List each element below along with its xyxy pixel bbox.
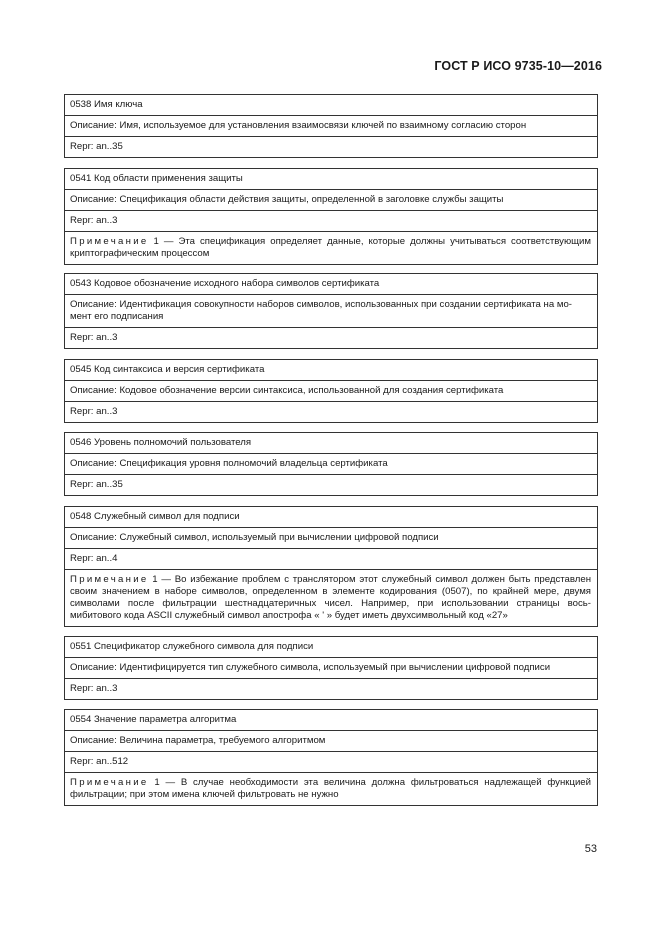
data-element-block-0546 <box>64 432 598 496</box>
page-number: 53 <box>584 843 597 855</box>
element-repr: Repr: an..3 <box>65 210 597 231</box>
element-description: Описание: Кодовое обозначение версии синтаксиса, использованной для создания сертификата <box>65 380 597 401</box>
data-element-block-0538 <box>64 94 598 158</box>
data-element-block-0545 <box>64 359 598 423</box>
element-description: Описание: Спецификация области действия защиты, определенной в заголовке службы защиты <box>65 189 597 210</box>
element-repr: Repr: an..512 <box>65 751 597 772</box>
element-description: Описание: Спецификация уровня полномочий владельца сертификата <box>65 453 597 474</box>
note-label: Примечание <box>70 574 149 585</box>
data-element-block-0543 <box>64 273 598 349</box>
element-repr: Repr: an..4 <box>65 548 597 569</box>
note-label: Примечание <box>70 236 149 247</box>
note-text: 1 — Во избежание проблем с транслятором этот служебный символ должен быть представлен своим значением в наборе символов, определенном в элементе кодирования (0507), по крайней мере, двумя символами после фильтрации шестнадцатеричных чисел. Например, при использовании страницы вось-мибитового кода ASCII служебный символ апострофа « ' » будет иметь двухсимвольный код «27» <box>70 574 591 621</box>
element-note <box>65 231 597 264</box>
element-repr: Repr: an..3 <box>65 327 597 348</box>
document-header: ГОСТ Р ИСО 9735-10—2016 <box>434 59 602 73</box>
element-title: 0541 Код области применения защиты <box>70 173 243 184</box>
data-element-block-0554 <box>64 709 598 806</box>
data-element-block-0541 <box>64 168 598 265</box>
data-element-block-0551 <box>64 636 598 700</box>
data-element-block-0548 <box>64 506 598 627</box>
element-repr: Repr: an..35 <box>65 136 597 157</box>
element-title: 0545 Код синтаксиса и версия сертификата <box>70 364 265 375</box>
element-title: 0546 Уровень полномочий пользователя <box>70 437 252 448</box>
element-repr: Repr: an..3 <box>65 678 597 699</box>
element-repr: Repr: an..3 <box>65 401 597 422</box>
element-description: Описание: Имя, используемое для установления взаимосвязи ключей по взаимному согласию сторон <box>65 115 597 136</box>
note-label: Примечание <box>70 777 149 788</box>
element-description: Описание: Идентификация совокупности наборов символов, использованных при создании сертификата на мо-мент его подписания <box>65 294 597 327</box>
element-title: 0548 Служебный символ для подписи <box>70 511 240 522</box>
element-title: 0543 Кодовое обозначение исходного набора символов сертификата <box>70 278 380 289</box>
element-description: Описание: Служебный символ, используемый при вычислении цифровой подписи <box>65 527 597 548</box>
element-description: Описание: Идентифицируется тип служебного символа, используемый при вычислении цифровой подписи <box>65 657 597 678</box>
element-title: 0538 Имя ключа <box>70 99 143 110</box>
element-description: Описание: Величина параметра, требуемого алгоритмом <box>65 730 597 751</box>
element-repr: Repr: an..35 <box>65 474 597 495</box>
element-note <box>65 772 597 805</box>
note-text: 1 — Эта спецификация определяет данные, которые должны учитываться соответствующим криптографическим процессом <box>70 236 591 259</box>
element-title: 0551 Спецификатор служебного символа для подписи <box>70 641 314 652</box>
element-note <box>65 569 597 626</box>
note-text: 1 — В случае необходимости эта величина должна фильтроваться надлежащей функцией фильтрации; при этом имена ключей фильтровать не нужно <box>70 777 591 800</box>
element-title: 0554 Значение параметра алгоритма <box>70 714 237 725</box>
